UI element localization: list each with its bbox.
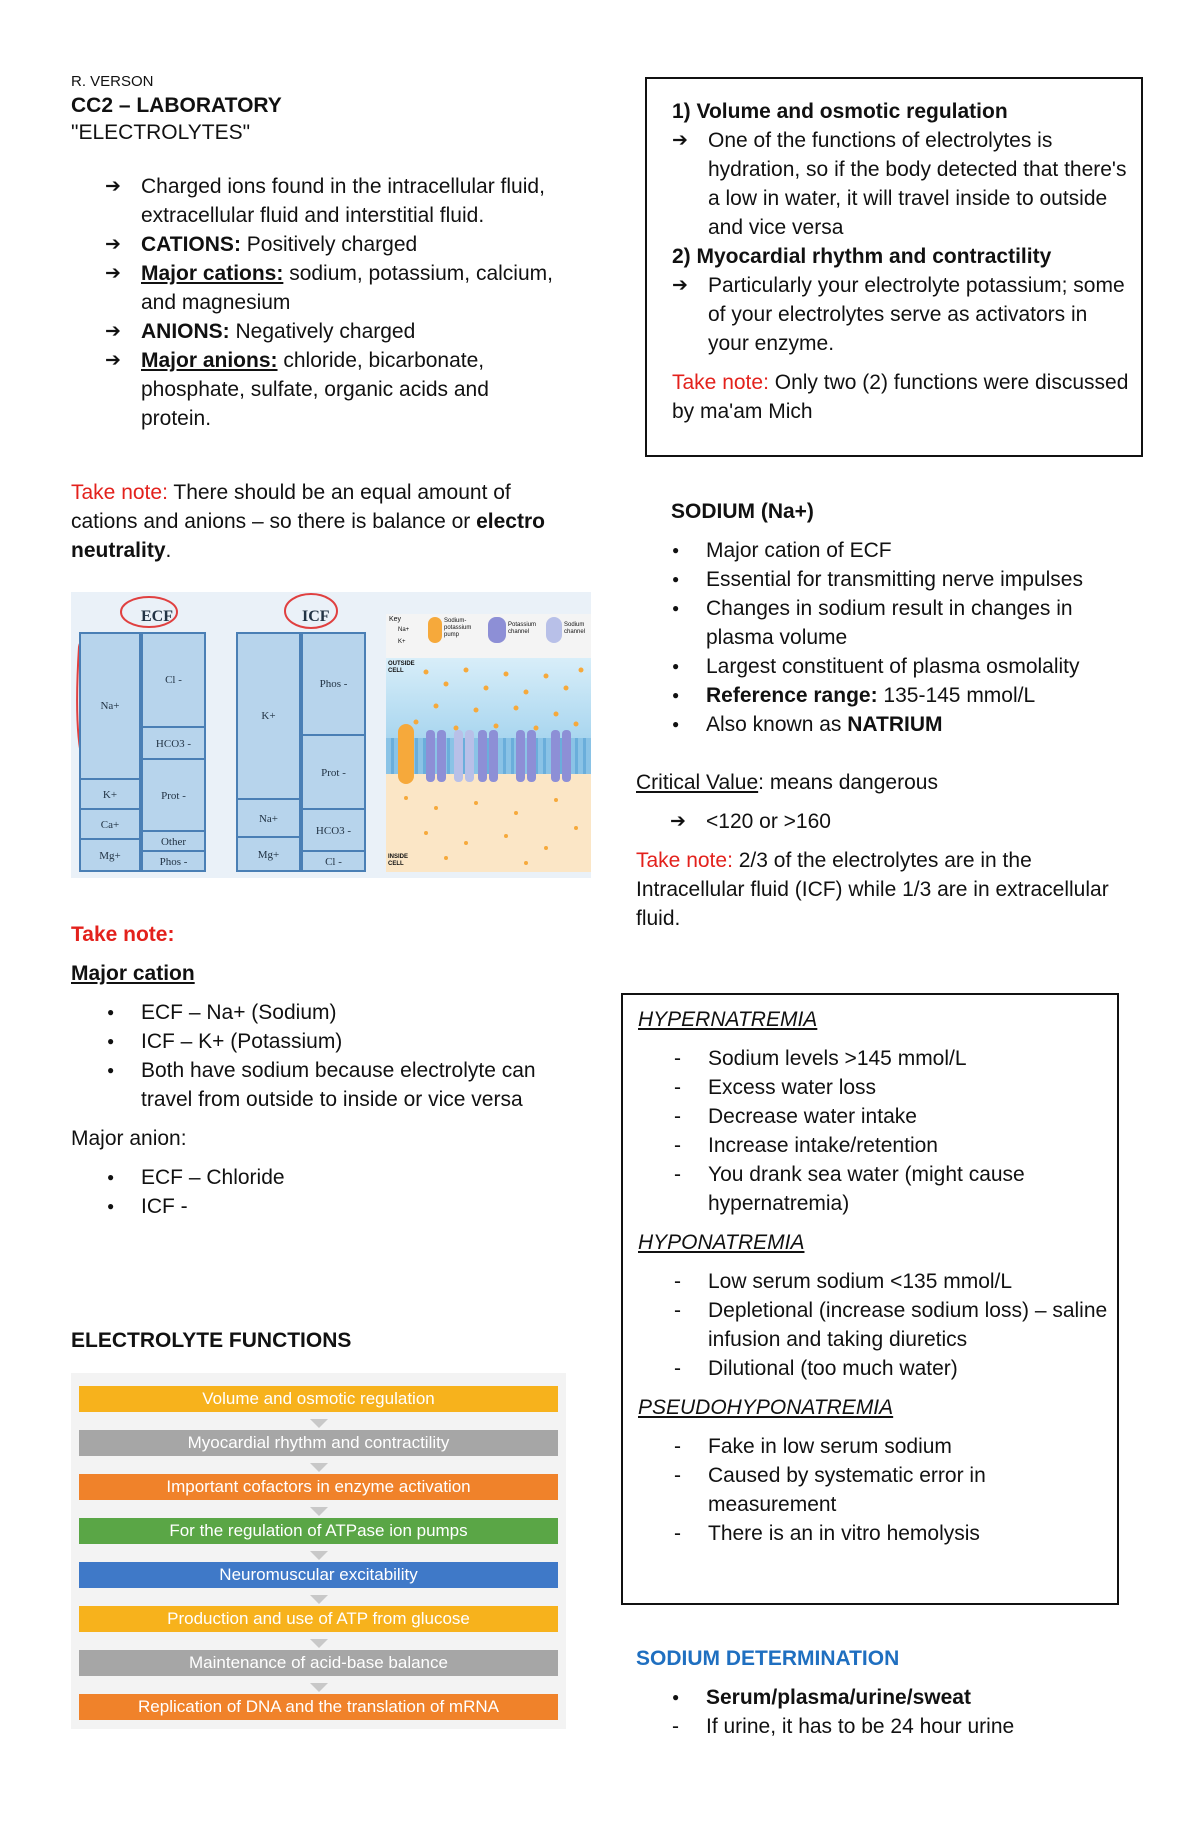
icf-cation-column — [236, 632, 301, 872]
intro-point-4: ➔ ANIONS: Negatively charged — [141, 317, 561, 346]
ecf-icf-diagram — [71, 592, 591, 878]
ecf-anion-column — [141, 632, 206, 872]
outside-cell-region: OUTSIDE CELL — [386, 658, 591, 738]
intro-point-1: ➔ Charged ions found in the intracellular fluid, extracellular fluid and interstitial fluid. — [141, 172, 561, 230]
list-item: - Caused by systematic error in measurement — [708, 1461, 1108, 1519]
pseudohyponatremia-title: PSEUDOHYPONATREMIA — [638, 1396, 894, 1419]
icf-na: Na+ — [238, 798, 299, 838]
intro-point-3: ➔ Major cations: sodium, potassium, calcium, and magnesium — [141, 259, 561, 317]
icf-phos: Phos - — [319, 677, 348, 690]
icf-cl: Cl - — [303, 850, 364, 872]
take-note-label: Take note: — [71, 923, 175, 946]
header — [71, 72, 571, 146]
sodium-title: SODIUM (Na+) — [671, 500, 814, 523]
ecf-phos: Phos - — [143, 850, 204, 872]
functions-title: ELECTROLYTE FUNCTIONS — [71, 1329, 352, 1352]
list-item: - Low serum sodium <135 mmol/L — [708, 1267, 1108, 1296]
list-item: ● Both have sodium because electrolyte can travel from outside to inside or vice versa — [141, 1056, 571, 1114]
topic-title: "ELECTROLYTES" — [71, 121, 251, 144]
icf-hco3: HCO3 - — [303, 808, 364, 852]
urine-item: - If urine, it has to be 24 hour urine — [706, 1712, 1136, 1741]
intro-point-2: ➔ CATIONS: Positively charged — [141, 230, 561, 259]
membrane-illustration — [386, 614, 591, 872]
course-title: CC2 – LABORATORY — [71, 94, 282, 117]
sodium-disorders-box — [621, 993, 1119, 1605]
icf-label: ICF — [302, 608, 330, 625]
ecf-hco3: HCO3 - — [143, 726, 204, 760]
ecf-na: Na+ — [100, 699, 120, 712]
list-item: - There is an in vitro hemolysis — [708, 1519, 1108, 1548]
ecf-k: K+ — [81, 778, 139, 810]
function-bar-8: Replication of DNA and the translation of mRNA — [79, 1694, 558, 1720]
critical-value-section — [636, 768, 1136, 933]
author-name: R. VERSON — [71, 73, 154, 90]
hypernatremia-title: HYPERNATREMIA — [638, 1008, 818, 1031]
icf-k: K+ — [261, 709, 276, 722]
list-item: - Excess water loss — [708, 1073, 1108, 1102]
function-bar-2: Myocardial rhythm and contractility — [79, 1430, 558, 1456]
list-item: ● ICF - — [141, 1192, 571, 1221]
function-bar-3: Important cofactors in enzyme activation — [79, 1474, 558, 1500]
functions-note: Take note: Only two (2) functions were discussed by ma'am Mich — [672, 371, 1129, 423]
critical-range: ➔ <120 or >160 — [706, 807, 1136, 836]
legend-strip: Key Na+ K+ Sodium-potassium pump Potassium channel Sodium channel — [386, 614, 591, 658]
list-item: - You drank sea water (might cause hypernatremia) — [708, 1160, 1108, 1218]
list-item: ● ECF – Chloride — [141, 1163, 571, 1192]
ecf-label: ECF — [141, 608, 173, 625]
ecf-prot: Prot - — [143, 758, 204, 832]
function-bar-4: For the regulation of ATPase ion pumps — [79, 1518, 558, 1544]
hyponatremia-title: HYPONATREMIA — [638, 1231, 805, 1254]
major-cation-title: Major cation — [71, 962, 195, 985]
ecf-mg: Mg+ — [81, 838, 139, 872]
sodium-determination — [636, 1644, 1136, 1741]
ions-and-channels — [386, 658, 591, 872]
list-item: - Decrease water intake — [708, 1102, 1108, 1131]
list-item: ● Changes in sodium result in changes in plasma volume — [706, 594, 1141, 652]
icf-mg: Mg+ — [238, 836, 299, 872]
function-1-text: ➔ One of the functions of electrolytes is hydration, so if the body detected that there's a low in water, it will travel inside to outside and vice versa — [708, 126, 1132, 242]
specimen-item: ● Serum/plasma/urine/sweat — [706, 1683, 1136, 1712]
list-item: ● Largest constituent of plasma osmolality — [706, 652, 1141, 681]
list-item: - Fake in low serum sodium — [708, 1432, 1108, 1461]
determination-title: SODIUM DETERMINATION — [636, 1647, 900, 1670]
functions-graphic — [71, 1373, 566, 1729]
list-item: - Sodium levels >145 mmol/L — [708, 1044, 1108, 1073]
list-item: - Depletional (increase sodium loss) – saline infusion and taking diuretics — [708, 1296, 1108, 1354]
ecf-cation-column — [79, 632, 141, 872]
intro-point-5: ➔ Major anions: chloride, bicarbonate, phosphate, sulfate, organic acids and protein. — [141, 346, 561, 433]
function-2-text: ➔ Particularly your electrolyte potassium; some of your electrolytes serve as activators in your enzyme. — [708, 271, 1132, 358]
function-1-title: 1) Volume and osmotic regulation — [672, 100, 1008, 123]
function-bar-7: Maintenance of acid-base balance — [79, 1650, 558, 1676]
function-bar-6: Production and use of ATP from glucose — [79, 1606, 558, 1632]
function-2-title: 2) Myocardial rhythm and contractility — [672, 245, 1052, 268]
intro-list — [141, 172, 561, 433]
ecf-other: Other — [143, 830, 204, 852]
critical-value: Critical Value: means dangerous — [636, 771, 938, 794]
list-item: ● ICF – K+ (Potassium) — [141, 1027, 571, 1056]
function-bar-1: Volume and osmotic regulation — [79, 1386, 558, 1412]
reference-range: ● Reference range: 135-145 mmol/L — [706, 681, 1141, 710]
icf-prot: Prot - — [303, 734, 364, 810]
ecf-ca: Ca+ — [81, 808, 139, 840]
inside-cell-region: INSIDE CELL — [386, 774, 591, 872]
function-bar-5: Neuromuscular excitability — [79, 1562, 558, 1588]
major-ions-note — [71, 920, 571, 1221]
major-anion-title: Major anion: — [71, 1127, 187, 1150]
note-electroneutrality: Take note: There should be an equal amount of cations and anions – so there is balance or electro neutrality. — [71, 481, 545, 562]
icf-ecf-note: Take note: 2/3 of the electrolytes are in the Intracellular fluid (ICF) while 1/3 are in extracellular fluid. — [636, 849, 1109, 930]
list-item: - Dilutional (too much water) — [708, 1354, 1108, 1383]
list-item: ● Major cation of ECF — [706, 536, 1141, 565]
list-item: - Increase intake/retention — [708, 1131, 1108, 1160]
ecf-cl: Cl - — [165, 673, 182, 686]
sodium-section — [671, 497, 1141, 739]
list-item: ● ECF – Na+ (Sodium) — [141, 998, 571, 1027]
list-item: ● Essential for transmitting nerve impulses — [706, 565, 1141, 594]
functions-box — [645, 77, 1143, 457]
icf-anion-column — [301, 632, 366, 872]
natrium-item: ● Also known as NATRIUM — [706, 710, 1141, 739]
